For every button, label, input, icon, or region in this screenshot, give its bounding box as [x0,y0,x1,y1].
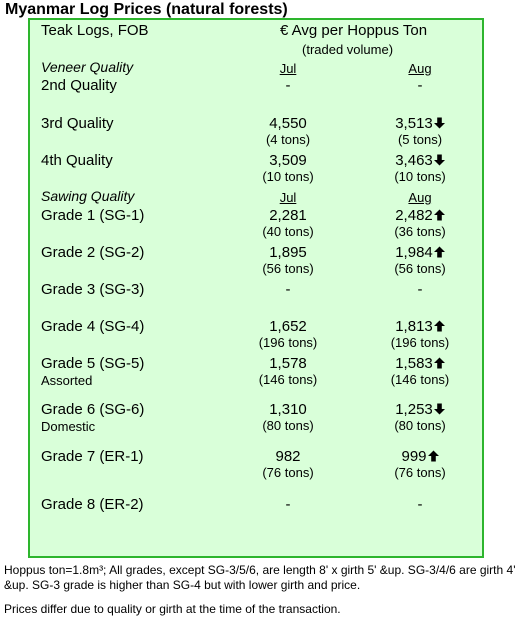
jul-volume: (146 tons) [258,372,318,387]
grade-sublabel: Assorted [41,373,93,388]
veneer-col-jul: Jul [279,61,297,76]
aug-price-value: 3,463 [395,152,433,169]
jul-price: - [285,77,291,94]
jul-price: 1,310 [269,401,307,418]
jul-volume: (10 tons) [262,169,314,184]
jul-price: 982 [275,448,301,465]
aug-price-value: 1,813 [395,318,433,335]
aug-price [365,496,475,513]
jul-price: - [285,281,291,298]
aug-price [365,318,475,336]
arrow-down-icon [434,116,445,133]
arrow-up-icon [434,208,445,225]
aug-price [365,244,475,262]
grade-label: Grade 6 (SG-6) [41,401,145,418]
aug-price [365,115,475,133]
jul-volume: (40 tons) [262,224,314,239]
jul-price: 1,895 [269,244,307,261]
volume-note: (traded volume) [302,42,394,57]
aug-volume: (56 tons) [394,261,446,276]
aug-price-value: 1,984 [395,244,433,261]
grade-label: Grade 5 (SG-5) [41,355,145,372]
veneer-section-label: Veneer Quality [41,59,134,75]
aug-price-value: 3,513 [395,115,433,132]
aug-price-value: 2,482 [395,207,433,224]
aug-volume: (36 tons) [394,224,446,239]
jul-price: 4,550 [269,115,307,132]
aug-price [365,448,475,466]
arrow-up-icon [434,319,445,336]
aug-price [365,207,475,225]
aug-price [365,77,475,94]
arrow-down-icon [434,402,445,419]
aug-price-value: 1,583 [395,355,433,372]
jul-volume: (4 tons) [265,132,311,147]
aug-volume: (146 tons) [390,372,450,387]
aug-volume: (10 tons) [394,169,446,184]
aug-price-value: - [417,77,423,94]
jul-price: 2,281 [269,207,307,224]
grade-label: Grade 1 (SG-1) [41,207,145,224]
aug-price [365,355,475,373]
jul-price: 3,509 [269,152,307,169]
arrow-up-icon [434,356,445,373]
aug-price [365,401,475,419]
sawing-col-aug: Aug [408,190,432,205]
sawing-section-label: Sawing Quality [41,188,135,204]
aug-price [365,281,475,298]
aug-price-value: 1,253 [395,401,433,418]
aug-volume: (76 tons) [394,465,446,480]
aug-volume: (5 tons) [397,132,443,147]
grade-label: Grade 8 (ER-2) [41,496,144,513]
aug-volume: (80 tons) [394,418,446,433]
grade-label: Grade 3 (SG-3) [41,281,145,298]
jul-volume: (80 tons) [262,418,314,433]
jul-price: 1,578 [269,355,307,372]
aug-price-value: - [417,496,423,513]
grade-label: Grade 7 (ER-1) [41,448,144,465]
grade-label: 2nd Quality [41,77,117,94]
price-unit-header: € Avg per Hoppus Ton [280,22,428,39]
grade-sublabel: Domestic [41,419,96,434]
grade-label: 4th Quality [41,152,113,169]
grade-label: Grade 4 (SG-4) [41,318,145,335]
price-table [28,18,484,558]
footnote-prices: Prices differ due to quality or girth at the time of the transaction. [4,602,341,616]
aug-price-value: - [417,281,423,298]
arrow-up-icon [434,245,445,262]
footnote-grades: Hoppus ton=1.8m³; All grades, except SG-3/5/6, are length 8' x girth 5' &up. SG-3/4/6 are girth 4' &up. SG-3 grade is higher than SG-4 but with lower girth and price. [4,563,516,592]
arrow-down-icon [434,153,445,170]
aug-price-value: 999 [401,448,427,465]
jul-volume: (56 tons) [262,261,314,276]
jul-volume: (76 tons) [262,465,314,480]
sawing-col-jul: Jul [279,190,297,205]
grade-label: 3rd Quality [41,115,114,132]
arrow-up-icon [428,449,439,466]
jul-price: 1,652 [269,318,307,335]
aug-price [365,152,475,170]
product-header: Teak Logs, FOB [41,22,149,39]
veneer-col-aug: Aug [408,61,432,76]
jul-price: - [285,496,291,513]
grade-label: Grade 2 (SG-2) [41,244,145,261]
page-title: Myanmar Log Prices (natural forests) [5,1,288,18]
aug-volume: (196 tons) [390,335,450,350]
jul-volume: (196 tons) [258,335,318,350]
